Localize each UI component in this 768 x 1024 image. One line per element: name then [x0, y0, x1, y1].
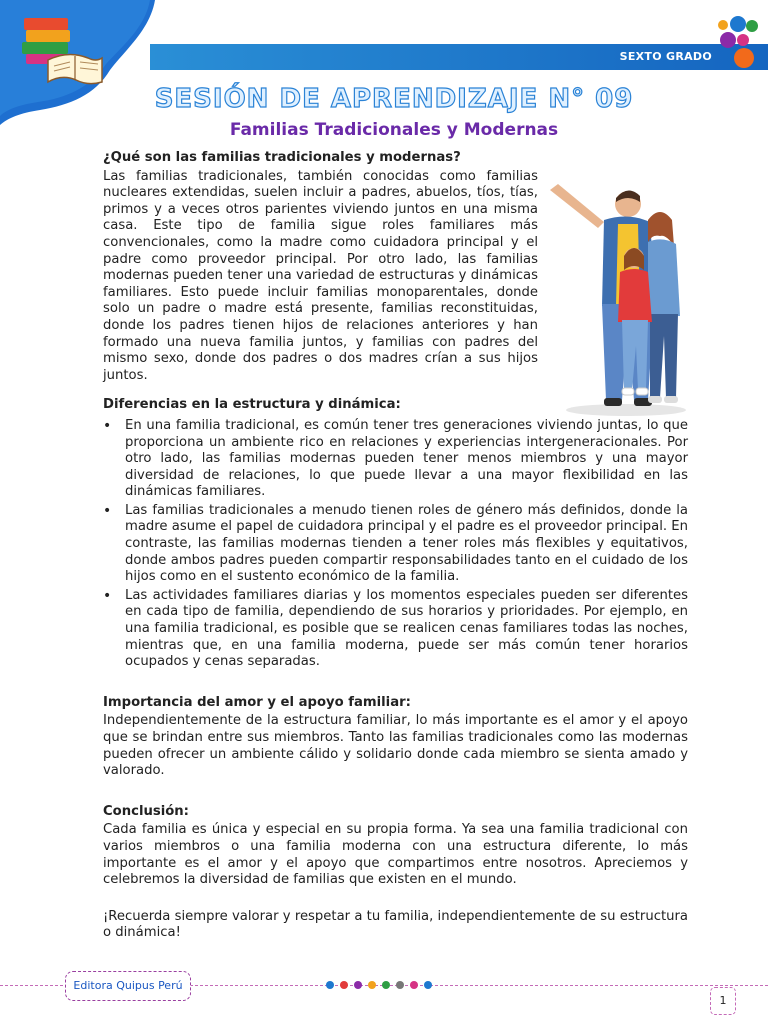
- list-item: • Las actividades familiares diarias y los momentos especiales pueden ser diferentes en cada tipo de familia, dependiendo de sus horarios y prioridades. Por ejemplo, en una familia tradicional, es posible que se realicen cenas familiares todas las noches, mientras que, en una familia moderna, puede ser más común tener horarios ocupados y cenas separadas.: [103, 588, 688, 671]
- color-drops-icon: [324, 978, 444, 994]
- main-content: [103, 150, 688, 942]
- publisher-badge: Editora Quipus Perú: [65, 971, 191, 1001]
- page-number: 1: [710, 987, 736, 1015]
- colored-dots-icon: [712, 14, 768, 70]
- conclusion-paragraph: Cada familia es única y especial en su propia forma. Ya sea una familia tradicional con varios miembros o una familia moderna con una estructura diferente, lo más importante es el amor y el apoyo que compartimos entre nosotros. Apreciemos y celebremos la diversidad de familias que existen en el mundo.: [103, 822, 688, 888]
- importance-paragraph: Independientemente de la estructura familiar, lo más importante es el amor y el apoyo que se brindan entre sus miembros. Tanto las familias tradicionales como las modernas pueden ofrecer un ambiente cálido y solidario donde cada miembro se sienta amado y valorado.: [103, 713, 688, 779]
- page-subtitle: Familias Tradicionales y Modernas: [229, 120, 559, 140]
- list-item: • Las familias tradicionales a menudo tienen roles de género más definidos, donde la madre asume el papel de cuidadora principal y el padre es el proveedor principal. En contraste, las familias modernas tienden a tener roles más flexibles y equitativos, donde ambos padres pueden compartir responsabilidades tanto en el cuidado de los hijos como en el sustento económico de la familia.: [103, 503, 688, 586]
- closing-message: ¡Recuerda siempre valorar y respetar a tu familia, independientemente de su estructura o dinámica!: [103, 908, 688, 941]
- importance-heading: Importancia del amor y el apoyo familiar:: [103, 694, 411, 710]
- list-item: • En una familia tradicional, es común tener tres generaciones viviendo juntas, lo que proporciona un ambiente rico en relaciones y experiencias intergeneracionales. Por otro lado, las familias modernas pueden tener menos miembros y una mayor diversidad de relaciones, lo que puede llevar a una mayor flexibilidad en las dinámicas familiares.: [103, 418, 688, 501]
- intro-paragraph: Las familias tradicionales, también conocidas como familias nucleares extendidas, suelen incluir a padres, abuelos, tíos, tías, primos y a veces otros parientes viviendo juntos en una misma casa. Este tipo de familia sigue roles familiares más convencionales, como la madre como cuidadora principal y el padre como proveedor principal. Por otro lado, las familias modernas pueden tener una variedad de estructuras y dinámicas familiares. Esto puede incluir familias monoparentales, donde solo un padre o madre está presente, familias reconstituidas, donde los padres tienen hijos de relaciones anteriores y han formado una nueva familia juntos, y familias con padres del mismo sexo, donde dos padres o dos madres crían a sus hijos juntos.: [103, 168, 538, 383]
- intro-heading: ¿Qué son las familias tradicionales y modernas?: [103, 150, 461, 165]
- grade-label: SEXTO GRADO: [619, 50, 712, 63]
- differences-list: [103, 418, 688, 671]
- session-title: SESIÓN DE APRENDIZAJE N° 09: [154, 84, 634, 114]
- conclusion-heading: Conclusión:: [103, 803, 189, 819]
- books-logo-icon: [18, 12, 108, 88]
- differences-heading: Diferencias en la estructura y dinámica:: [103, 397, 401, 413]
